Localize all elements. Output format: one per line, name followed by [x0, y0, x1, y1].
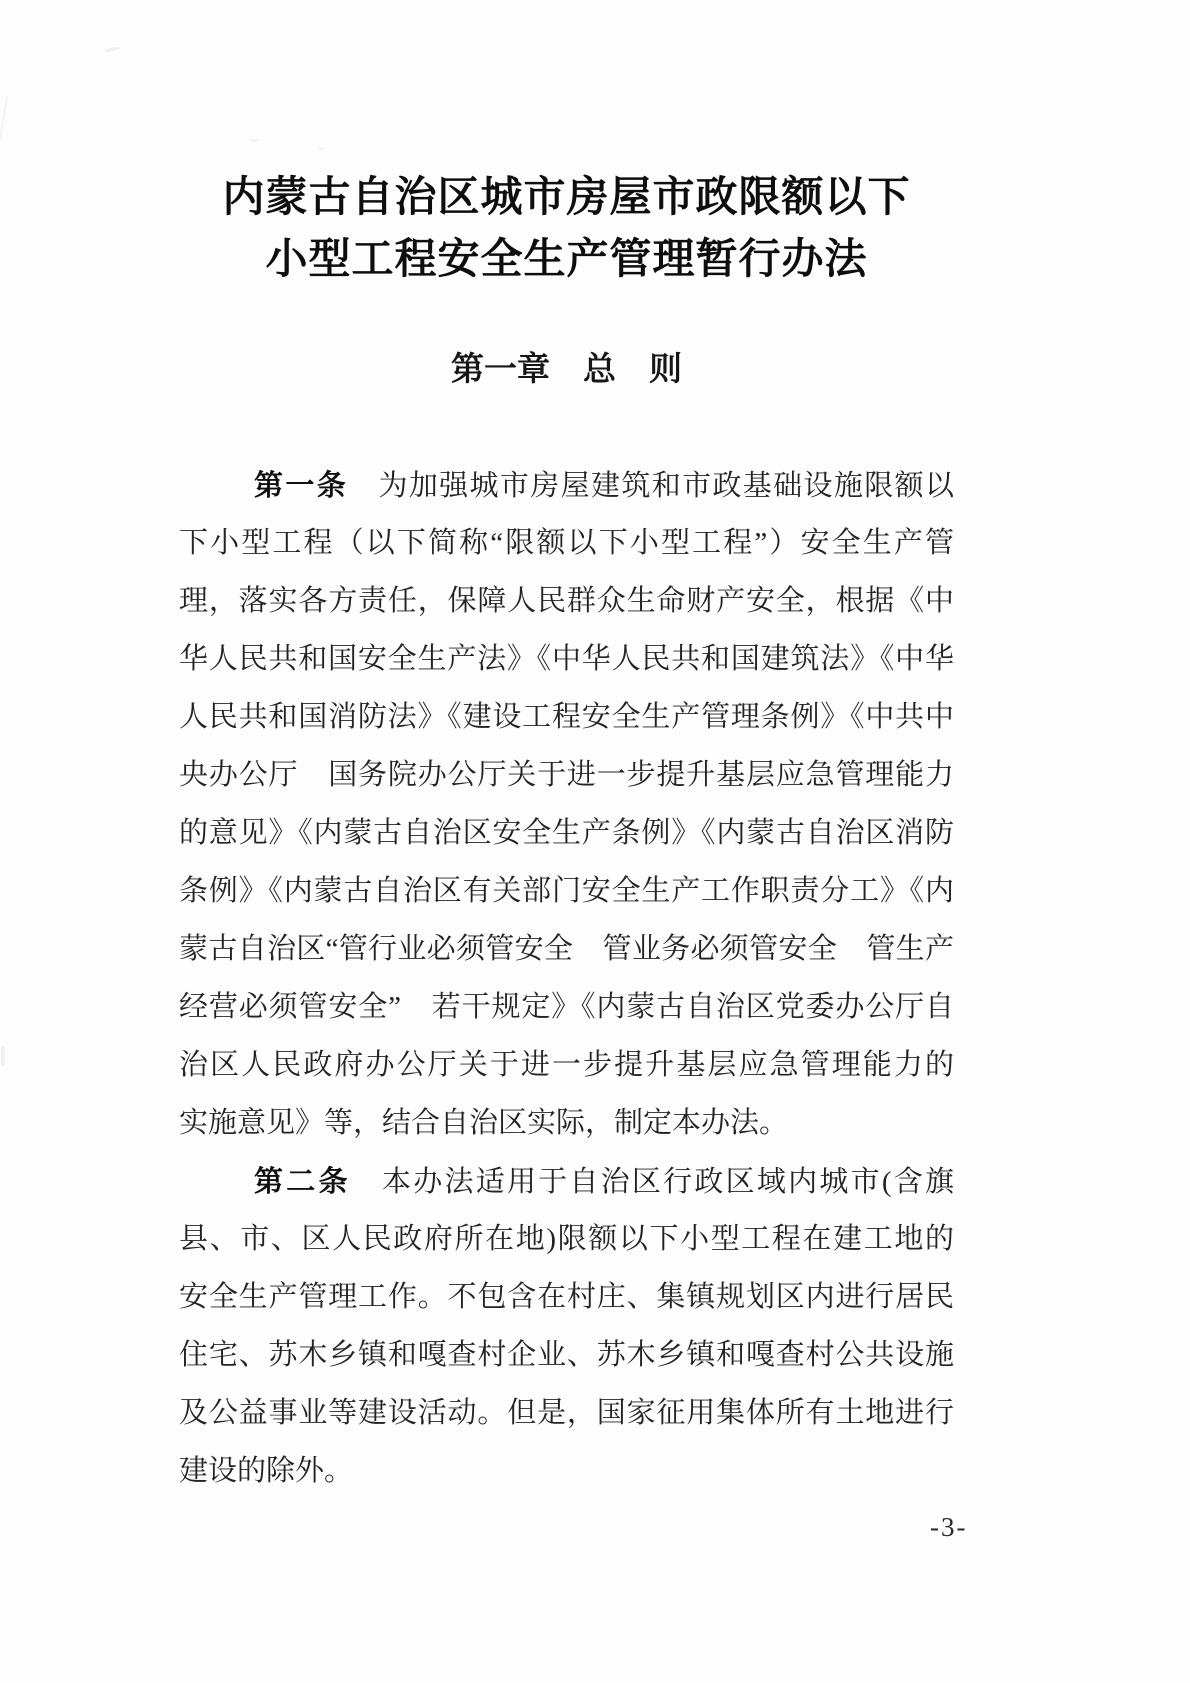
body-line: 下小型工程（以下简称“限额以下小型工程”）安全生产管: [179, 527, 954, 559]
body-line: 华人民共和国安全生产法》《中华人民共和国建筑法》《中华: [179, 643, 954, 675]
scan-artifact: [250, 139, 259, 142]
article-2-first-line-text: 本办法适用于自治区行政区域内城市(含旗: [350, 1166, 954, 1198]
body-line: 县、市、区人民政府所在地)限额以下小型工程在建工地的: [179, 1223, 954, 1255]
body-line: 住宅、苏木乡镇和嘎查村企业、苏木乡镇和嘎查村公共设施: [179, 1339, 954, 1371]
article-2-label: 第二条: [254, 1164, 351, 1198]
article-1-first-line: [179, 456, 954, 514]
body-line: 条例》《内蒙古自治区有关部门安全生产工作职责分工》《内: [179, 875, 954, 907]
body-line: 理，落实各方责任，保障人民群众生命财产安全，根据《中: [179, 585, 954, 617]
title-line-2: 小型工程安全生产管理暂行办法: [265, 234, 868, 283]
body-line: 蒙古自治区“管行业必须管安全 管业务必须管安全 管生产: [179, 933, 954, 965]
article-1-first-line-text: 为加强城市房屋建筑和市政基础设施限额以: [348, 470, 954, 502]
body-line: 安全生产管理工作。不包含在村庄、集镇规划区内进行居民: [179, 1281, 954, 1313]
body-line: 实施意见》等，结合自治区实际，制定本办法。: [179, 1107, 789, 1139]
title-line-1: 内蒙古自治区城市房屋市政限额以下: [222, 172, 911, 221]
body-line: 及公益事业等建设活动。但是，国家征用集体所有土地进行: [179, 1397, 954, 1429]
scan-artifact: [0, 95, 8, 147]
document-title: [179, 166, 954, 290]
body-line: 治区人民政府办公厅关于进一步提升基层应急管理能力的: [179, 1049, 954, 1081]
scan-artifact: [1, 1046, 5, 1066]
document-body: [179, 456, 954, 1500]
chapter-heading: 第一章 总 则: [451, 349, 682, 388]
page-number: -3-: [930, 1512, 968, 1542]
body-line: 建设的除外。: [179, 1455, 354, 1487]
body-line: 的意见》《内蒙古自治区安全生产条例》《内蒙古自治区消防: [179, 817, 954, 849]
article-1-label: 第一条: [254, 468, 349, 502]
scan-artifact: [104, 46, 120, 52]
body-line: 人民共和国消防法》《建设工程安全生产管理条例》《中共中: [179, 701, 954, 733]
body-line: 经营必须管安全” 若干规定》《内蒙古自治区党委办公厅自: [179, 991, 954, 1023]
body-line: 央办公厅 国务院办公厅关于进一步提升基层应急管理能力: [179, 759, 954, 791]
article-2-first-line: [179, 1152, 954, 1210]
scan-artifact: [318, 147, 325, 150]
